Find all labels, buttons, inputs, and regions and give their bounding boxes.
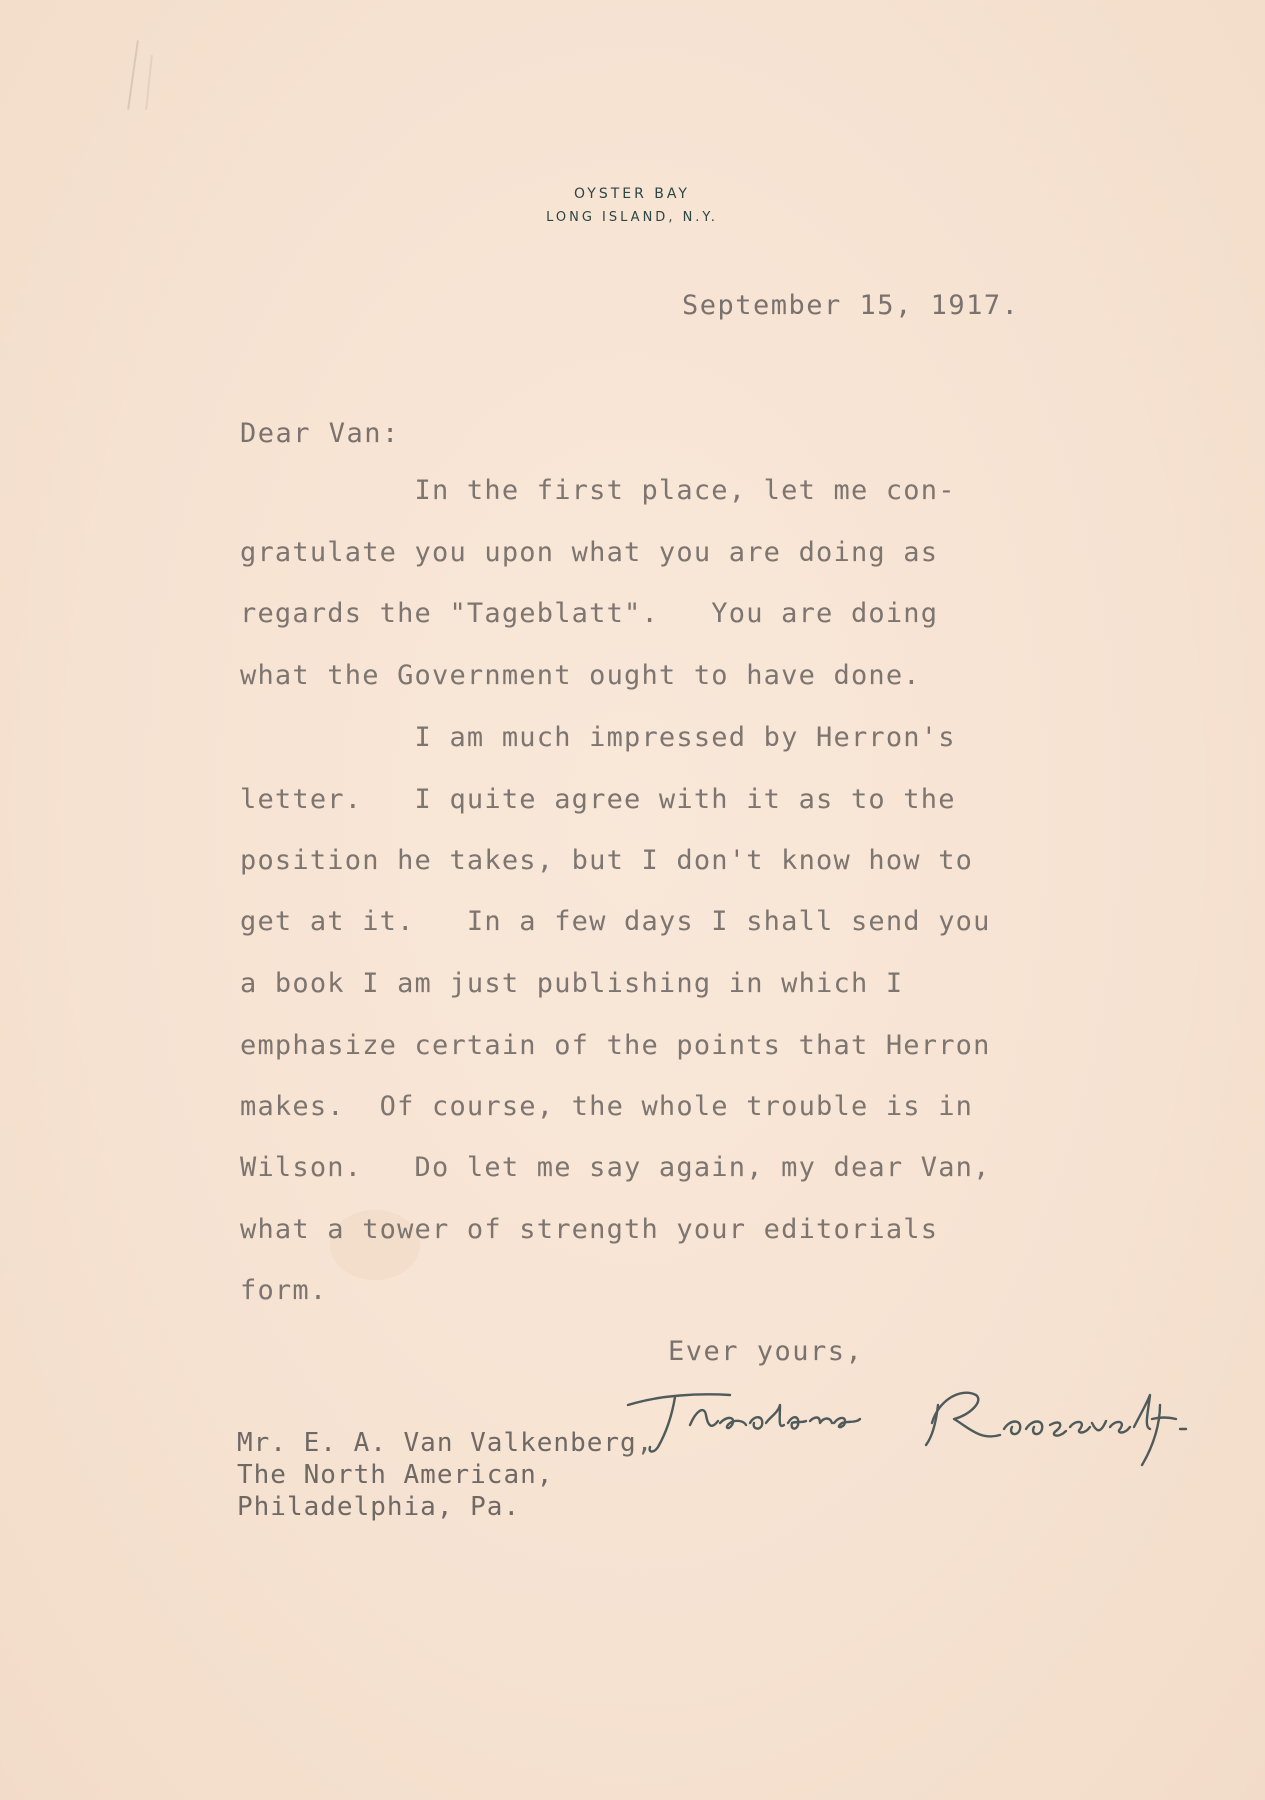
body-line: letter. I quite agree with it as to the xyxy=(240,784,956,815)
letterhead-line-1: OYSTER BAY xyxy=(574,186,690,202)
body-line: form. xyxy=(240,1275,328,1306)
closing: Ever yours, xyxy=(668,1336,864,1367)
body-line: what the Government ought to have done. xyxy=(240,660,921,691)
body-line: gratulate you upon what you are doing as xyxy=(240,537,939,568)
recipient-organization: The North American, xyxy=(237,1460,554,1490)
body-line: emphasize certain of the points that Herron xyxy=(240,1030,991,1061)
body-line: a book I am just publishing in which I xyxy=(240,968,904,999)
body-line: makes. Of course, the whole trouble is in xyxy=(240,1091,974,1122)
body-line: Wilson. Do let me say again, my dear Van, xyxy=(240,1152,991,1183)
body-line: what a tower of strength your editorials xyxy=(240,1214,939,1245)
body-line: In the first place, let me con- xyxy=(240,475,956,506)
recipient-name: Mr. E. A. Van Valkenberg, xyxy=(237,1428,654,1458)
body-line: get at it. In a few days I shall send you xyxy=(240,906,991,937)
paper-crease xyxy=(145,55,153,110)
body-line: I am much impressed by Herron's xyxy=(240,722,956,753)
handwritten-signature xyxy=(620,1365,1260,1475)
recipient-city: Philadelphia, Pa. xyxy=(237,1492,521,1522)
paper-crease xyxy=(127,40,139,110)
letterhead-line-2: LONG ISLAND, N.Y. xyxy=(546,210,718,225)
letter-date: September 15, 1917. xyxy=(682,290,1020,321)
body-line: regards the "Tageblatt". You are doing xyxy=(240,598,939,629)
body-line: position he takes, but I don't know how to xyxy=(240,845,974,876)
salutation: Dear Van: xyxy=(240,418,400,449)
